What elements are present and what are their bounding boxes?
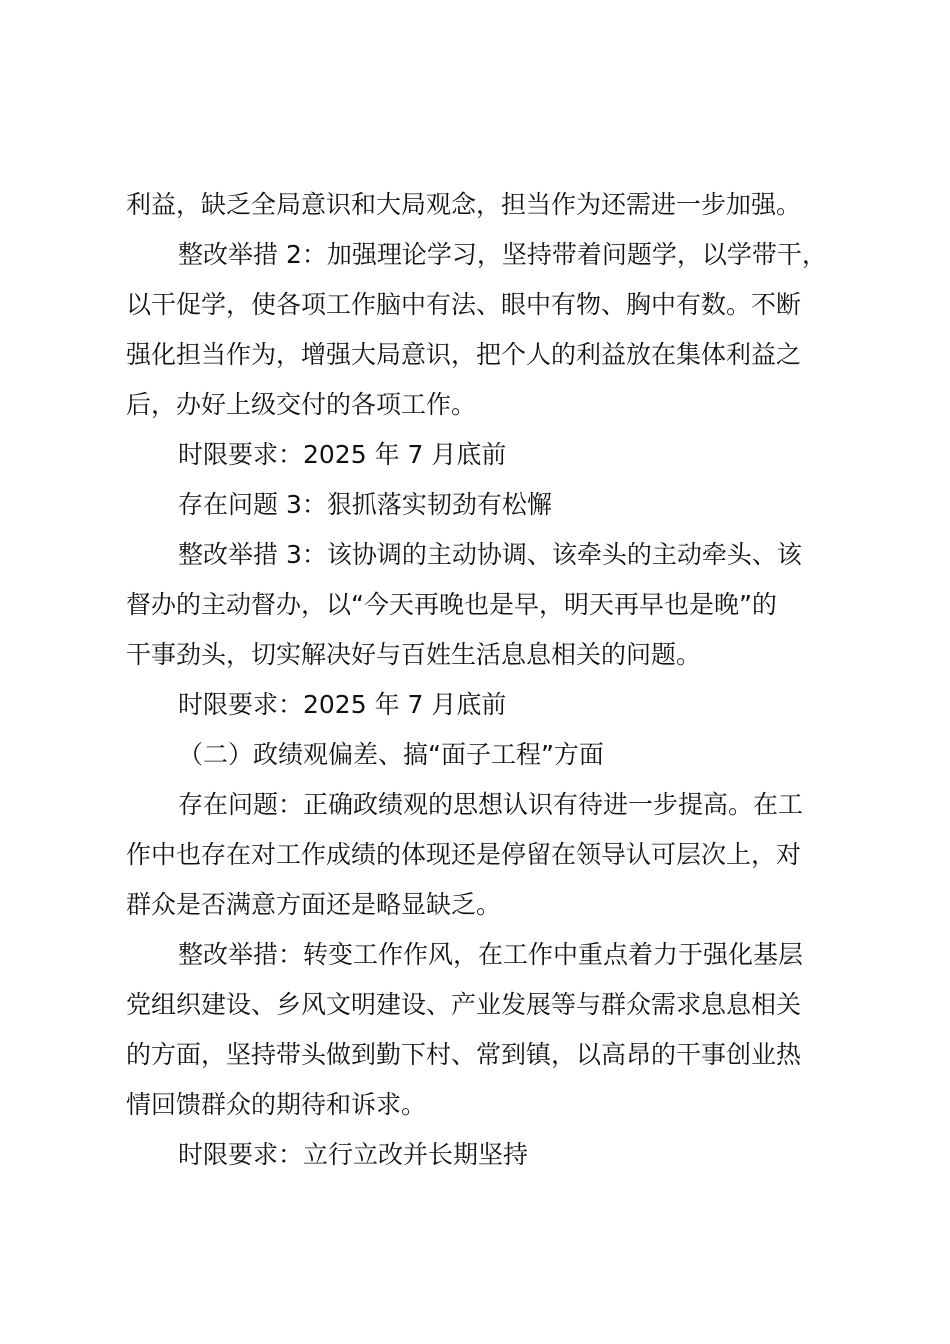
text-line: 干事劲头，切实解决好与百姓生活息息相关的问题。 (126, 640, 702, 669)
text-line: 督办的主动督办，以“今天再晚也是早，明天再早也是晚”的 (126, 590, 777, 619)
text-line: 时限要求：立行立改并长期坚持 (178, 1140, 529, 1169)
text-line: 时限要求：2025 年 7 月底前 (178, 690, 507, 719)
text-line: 强化担当作为，增强大局意识，把个人的利益放在集体利益之 (126, 340, 802, 369)
text-line: 存在问题 3：狠抓落实韧劲有松懈 (178, 490, 552, 519)
text-line: 时限要求：2025 年 7 月底前 (178, 440, 507, 469)
text-line: 的方面，坚持带头做到勤下村、常到镇，以高昂的干事创业热 (126, 1040, 802, 1069)
section-heading: （二）政绩观偏差、搞“面子工程”方面 (178, 740, 604, 769)
text-line: 以干促学，使各项工作脑中有法、眼中有物、胸中有数。不断 (126, 290, 802, 319)
text-line: 群众是否满意方面还是略显缺乏。 (126, 890, 502, 919)
text-line: 后，办好上级交付的各项工作。 (126, 390, 477, 419)
text-line: 存在问题：正确政绩观的思想认识有待进一步提高。在工 (178, 790, 804, 819)
text-line: 情回馈群众的期待和诉求。 (126, 1090, 427, 1119)
text-line: 整改举措 2：加强理论学习，坚持带着问题学，以学带干， (178, 240, 827, 269)
text-line: 整改举措：转变工作作风，在工作中重点着力于强化基层 (178, 940, 804, 969)
text-line: 利益，缺乏全局意识和大局观念，担当作为还需进一步加强。 (126, 190, 802, 219)
text-line: 党组织建设、乡风文明建设、产业发展等与群众需求息息相关 (126, 990, 802, 1019)
text-line: 整改举措 3：该协调的主动协调、该牵头的主动牵头、该 (178, 540, 802, 569)
document-body (126, 180, 836, 1180)
text-line: 作中也存在对工作成绩的体现还是停留在领导认可层次上，对 (126, 840, 802, 869)
